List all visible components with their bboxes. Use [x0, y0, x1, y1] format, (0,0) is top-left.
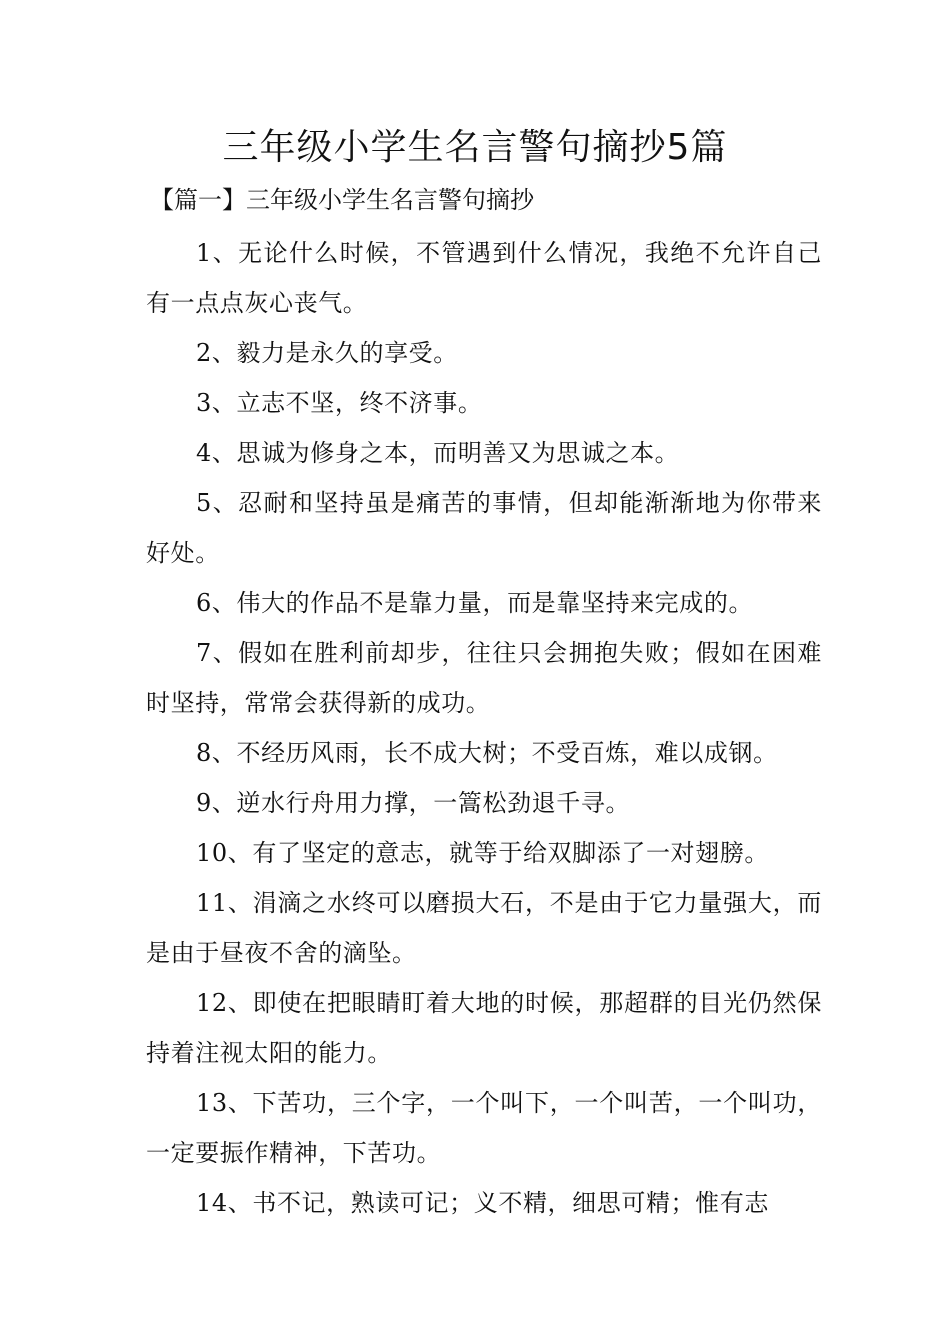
quote-item-1: 1、无论什么时候，不管遇到什么情况，我绝不允许自己有一点点灰心丧气。 [146, 239, 822, 317]
quote-item-3: 3、立志不坚，终不济事。 [196, 389, 483, 417]
quote-item-8: 8、不经历风雨，长不成大树；不受百炼，难以成钢。 [196, 739, 778, 767]
quote-item-11: 11、涓滴之水终可以磨损大石，不是由于它力量强大，而是由于昼夜不舍的滴坠。 [146, 889, 822, 967]
quote-item-13: 13、下苦功，三个字，一个叫下，一个叫苦，一个叫功，一定要振作精神，下苦功。 [146, 1089, 822, 1167]
quote-item-12: 12、即使在把眼睛盯着大地的时候，那超群的目光仍然保持着注视太阳的能力。 [146, 989, 822, 1067]
quote-item-4: 4、思诚为修身之本，而明善又为思诚之本。 [196, 439, 680, 467]
document-title: 三年级小学生名言警句摘抄5篇 [222, 127, 728, 168]
quote-item-5: 5、忍耐和坚持虽是痛苦的事情，但却能渐渐地为你带来好处。 [146, 489, 822, 567]
section-heading: 【篇一】三年级小学生名言警句摘抄 [150, 186, 534, 214]
quote-item-10: 10、有了坚定的意志，就等于给双脚添了一对翅膀。 [196, 839, 769, 867]
quote-item-7: 7、假如在胜利前却步，往往只会拥抱失败；假如在困难时坚持，常常会获得新的成功。 [146, 639, 822, 717]
quote-item-14: 14、书不记，熟读可记；义不精，细思可精；惟有志 [196, 1189, 769, 1217]
quote-item-6: 6、伟大的作品不是靠力量，而是靠坚持来完成的。 [196, 589, 754, 617]
quote-list [146, 228, 822, 1228]
quote-item-2: 2、毅力是永久的享受。 [196, 339, 458, 367]
quote-item-9: 9、逆水行舟用力撑，一篙松劲退千寻。 [196, 789, 631, 817]
